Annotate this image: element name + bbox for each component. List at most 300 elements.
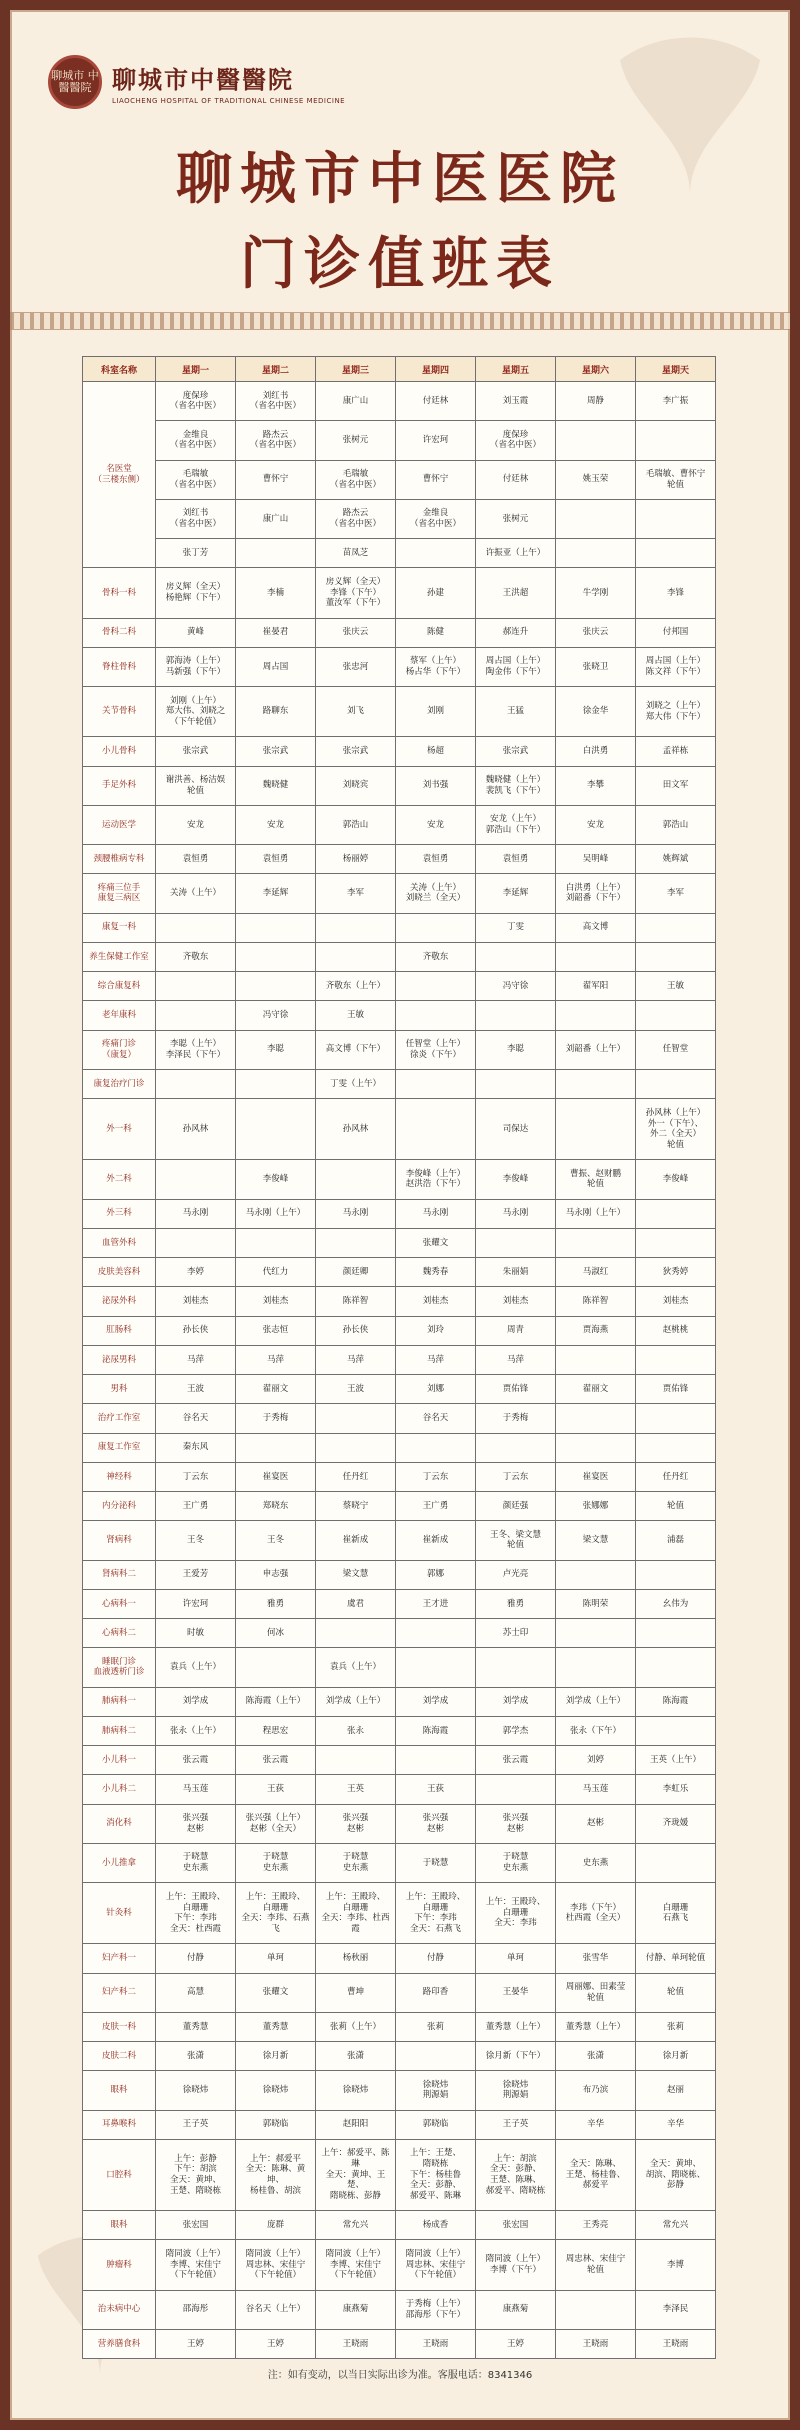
schedule-cell	[556, 421, 636, 460]
schedule-cell: 张宗武	[236, 737, 316, 766]
schedule-cell: 张树元	[316, 421, 396, 460]
schedule-cell: 蔡晓宁	[316, 1492, 396, 1521]
schedule-cell: 翟丽文	[236, 1375, 316, 1404]
schedule-cell: 苏士印	[476, 1619, 556, 1648]
schedule-cell: 上午：王殿玲、 白珊珊 全天：李玮	[476, 1883, 556, 1944]
schedule-cell: 丁雯（上午）	[316, 1069, 396, 1098]
table-row	[83, 460, 716, 499]
table-row	[83, 1804, 716, 1843]
schedule-cell: 董秀慧（上午）	[556, 2012, 636, 2041]
schedule-cell: 周占国（上午） 陶金伟（下午）	[476, 647, 556, 686]
dept-name-cell: 皮肤一科	[83, 2012, 156, 2041]
dept-name-cell: 口腔科	[83, 2139, 156, 2210]
schedule-cell: 李楠	[236, 568, 316, 618]
schedule-cell: 徐晓炜	[156, 2071, 236, 2110]
schedule-cell: 崔新成	[316, 1521, 396, 1560]
schedule-cell: 王英（上午）	[636, 1746, 716, 1775]
schedule-cell: 孙风林	[316, 1099, 396, 1160]
schedule-cell: 颜廷卿	[316, 1258, 396, 1287]
schedule-cell: 徐金华	[556, 687, 636, 737]
header-day: 星期六	[556, 357, 636, 382]
schedule-cell: 王婷	[156, 2329, 236, 2358]
schedule-cell	[396, 1433, 476, 1462]
schedule-cell: 丁雯	[476, 913, 556, 942]
schedule-cell: 房义辉（全天） 杨艳辉（下午）	[156, 568, 236, 618]
dept-name-cell: 神经科	[83, 1462, 156, 1491]
schedule-cell: 马永刚（上午）	[236, 1199, 316, 1228]
schedule-cell: 付静	[396, 1944, 476, 1973]
schedule-cell: 安龙	[156, 805, 236, 844]
header-day: 星期四	[396, 357, 476, 382]
schedule-cell: 单珂	[476, 1944, 556, 1973]
dept-name-cell: 眼科	[83, 2211, 156, 2240]
schedule-cell: 时敏	[156, 1619, 236, 1648]
dept-name-cell: 骨科一科	[83, 568, 156, 618]
schedule-cell: 赵彬	[556, 1804, 636, 1843]
schedule-cell: 黄峰	[156, 618, 236, 647]
schedule-cell	[316, 1433, 396, 1462]
schedule-cell	[636, 1345, 716, 1374]
schedule-cell: 丁云东	[476, 1462, 556, 1491]
dept-name-cell: 名医堂 （三楼东侧）	[83, 382, 156, 568]
schedule-cell	[156, 1160, 236, 1199]
schedule-cell: 谢洪善、杨洁娱 轮值	[156, 766, 236, 805]
table-row	[83, 1462, 716, 1491]
schedule-cell: 刘学成	[476, 1687, 556, 1716]
schedule-cell: 康广山	[236, 499, 316, 538]
schedule-cell: 张树元	[476, 499, 556, 538]
schedule-cell	[236, 1228, 316, 1257]
dept-name-cell: 外三科	[83, 1199, 156, 1228]
schedule-cell	[636, 1001, 716, 1030]
dept-name-cell: 骨科二科	[83, 618, 156, 647]
dept-name-cell: 脊柱骨科	[83, 647, 156, 686]
schedule-cell: 马淑红	[556, 1258, 636, 1287]
schedule-cell: 李军	[316, 874, 396, 913]
schedule-cell: 布乃滨	[556, 2071, 636, 2110]
schedule-cell	[556, 942, 636, 971]
schedule-cell: 徐晓炜	[316, 2071, 396, 2110]
schedule-cell: 于晓慧 史东燕	[316, 1843, 396, 1882]
schedule-cell: 李攀	[556, 766, 636, 805]
dept-name-cell: 治疗工作室	[83, 1404, 156, 1433]
schedule-cell: 安龙（上午） 郭浩山（下午）	[476, 805, 556, 844]
dept-name-cell: 男科	[83, 1375, 156, 1404]
schedule-cell: 路印香	[396, 1973, 476, 2012]
schedule-cell	[476, 1228, 556, 1257]
schedule-cell	[556, 1001, 636, 1030]
dept-name-cell: 泌尿男科	[83, 1345, 156, 1374]
schedule-cell: 轮值	[636, 1492, 716, 1521]
schedule-cell: 曹振、赵财鹏 轮值	[556, 1160, 636, 1199]
schedule-cell: 周丽娜、田素莹 轮值	[556, 1973, 636, 2012]
schedule-cell: 张宏国	[156, 2211, 236, 2240]
schedule-cell: 张志恒	[236, 1316, 316, 1345]
schedule-cell: 郭晓临	[396, 2110, 476, 2139]
schedule-cell	[156, 913, 236, 942]
dept-name-cell: 老年康科	[83, 1001, 156, 1030]
decorative-band	[10, 312, 790, 330]
schedule-cell: 代红力	[236, 1258, 316, 1287]
schedule-cell: 幺伟为	[636, 1589, 716, 1618]
table-row	[83, 1944, 716, 1973]
schedule-cell: 付廷林	[396, 382, 476, 421]
schedule-cell	[316, 1160, 396, 1199]
dept-name-cell: 肿瘤科	[83, 2240, 156, 2290]
schedule-cell: 史东燕	[556, 1843, 636, 1882]
schedule-cell: 郭海涛（上午） 马新强（下午）	[156, 647, 236, 686]
schedule-cell	[396, 539, 476, 568]
schedule-cell	[556, 1069, 636, 1098]
schedule-cell: 周静	[556, 382, 636, 421]
schedule-cell	[636, 421, 716, 460]
schedule-cell: 李虹乐	[636, 1775, 716, 1804]
dept-name-cell: 营养膳食科	[83, 2329, 156, 2358]
table-row	[83, 1099, 716, 1160]
schedule-cell: 杨丽婷	[316, 845, 396, 874]
schedule-cell: 谷名天	[396, 1404, 476, 1433]
dept-name-cell: 康复工作室	[83, 1433, 156, 1462]
schedule-cell: 张云霞	[156, 1746, 236, 1775]
table-row	[83, 1521, 716, 1560]
schedule-cell: 毛瑞敏 （省名中医）	[156, 460, 236, 499]
table-row	[83, 1345, 716, 1374]
schedule-cell	[396, 1619, 476, 1648]
schedule-cell: 马萍	[476, 1345, 556, 1374]
schedule-cell: 贾海燕	[556, 1316, 636, 1345]
schedule-cell: 付静	[156, 1944, 236, 1973]
schedule-cell	[636, 1404, 716, 1433]
logo-english-name: LIAOCHENG HOSPITAL OF TRADITIONAL CHINESE MEDICINE	[112, 96, 346, 105]
schedule-cell: 梁文慧	[556, 1521, 636, 1560]
schedule-cell: 徐晓炜 荆源娟	[396, 2071, 476, 2110]
table-row	[83, 1404, 716, 1433]
schedule-cell: 马永刚	[316, 1199, 396, 1228]
schedule-cell: 李聪（上午） 李泽民（下午）	[156, 1030, 236, 1069]
schedule-cell	[396, 1001, 476, 1030]
schedule-cell: 周青	[476, 1316, 556, 1345]
schedule-cell: 许振亚（上午）	[476, 539, 556, 568]
schedule-cell: 徐晓炜 荆源娟	[476, 2071, 556, 2110]
dept-name-cell: 肾病科二	[83, 1560, 156, 1589]
table-row	[83, 2290, 716, 2329]
schedule-cell: 谷名天	[156, 1404, 236, 1433]
schedule-cell: 徐月新（下午）	[476, 2042, 556, 2071]
header-day: 星期二	[236, 357, 316, 382]
schedule-cell	[636, 1560, 716, 1589]
schedule-cell: 陈健	[396, 618, 476, 647]
schedule-cell	[316, 1228, 396, 1257]
schedule-cell: 康燕菊	[476, 2290, 556, 2329]
schedule-cell: 李锋	[636, 568, 716, 618]
schedule-cell: 刘学成	[156, 1687, 236, 1716]
schedule-cell: 刘晓之（上午） 郑大伟（下午）	[636, 687, 716, 737]
schedule-cell	[156, 1069, 236, 1098]
schedule-cell: 郑晓东	[236, 1492, 316, 1521]
schedule-cell: 辛华	[556, 2110, 636, 2139]
dept-name-cell: 心病科二	[83, 1619, 156, 1648]
schedule-cell: 徐月新	[636, 2042, 716, 2071]
schedule-cell	[556, 539, 636, 568]
schedule-cell: 苗凤芝	[316, 539, 396, 568]
dept-name-cell: 皮肤美容科	[83, 1258, 156, 1287]
schedule-cell: 马玉莲	[556, 1775, 636, 1804]
schedule-cell: 邵海彤	[156, 2290, 236, 2329]
table-row	[83, 1316, 716, 1345]
schedule-cell	[476, 1069, 556, 1098]
schedule-cell	[476, 1648, 556, 1687]
schedule-cell: 关涛（上午）	[156, 874, 236, 913]
schedule-cell: 雅勇	[236, 1589, 316, 1618]
schedule-cell: 李延辉	[476, 874, 556, 913]
table-row	[83, 647, 716, 686]
schedule-cell: 关涛（上午） 刘晓兰（全天）	[396, 874, 476, 913]
schedule-cell: 梁文慧	[316, 1560, 396, 1589]
schedule-cell: 张耀文	[236, 1973, 316, 2012]
dept-name-cell: 睡眠门诊 血液透析门诊	[83, 1648, 156, 1687]
schedule-cell: 张莉	[636, 2012, 716, 2041]
schedule-cell: 刘玲	[396, 1316, 476, 1345]
schedule-cell	[316, 1619, 396, 1648]
dept-name-cell: 康复治疗门诊	[83, 1069, 156, 1098]
schedule-cell	[236, 539, 316, 568]
dept-name-cell: 小儿骨科	[83, 737, 156, 766]
schedule-cell: 上午：彭静 下午：胡滨 全天：黄坤、 王楚、隋晓栋	[156, 2139, 236, 2210]
schedule-cell: 姚辉斌	[636, 845, 716, 874]
schedule-cell: 冯守徐	[476, 972, 556, 1001]
table-row	[83, 845, 716, 874]
schedule-cell	[476, 1775, 556, 1804]
schedule-cell: 陈明荣	[556, 1589, 636, 1618]
schedule-cell: 颜廷强	[476, 1492, 556, 1521]
schedule-cell: 上午：郝爱平 全天：陈琳、黄坤、 杨桂鲁、胡滨	[236, 2139, 316, 2210]
schedule-cell: 王爱芳	[156, 1560, 236, 1589]
schedule-cell: 张兴强 赵彬	[476, 1804, 556, 1843]
schedule-cell: 郭晓临	[236, 2110, 316, 2139]
schedule-cell: 庞群	[236, 2211, 316, 2240]
schedule-cell: 冯守徐	[236, 1001, 316, 1030]
schedule-cell	[556, 499, 636, 538]
dept-name-cell: 妇产科一	[83, 1944, 156, 1973]
schedule-cell	[156, 1228, 236, 1257]
schedule-cell: 于晓慧 史东燕	[156, 1843, 236, 1882]
table-row	[83, 1375, 716, 1404]
schedule-cell: 赵桃桃	[636, 1316, 716, 1345]
schedule-cell: 马萍	[156, 1345, 236, 1374]
schedule-cell: 付廷林	[476, 460, 556, 499]
schedule-cell: 马萍	[316, 1345, 396, 1374]
schedule-cell: 王秀亮	[556, 2211, 636, 2240]
schedule-cell: 隋同波（上午） 李博、宋佳宁 （下午轮值）	[316, 2240, 396, 2290]
schedule-cell: 刘飞	[316, 687, 396, 737]
schedule-cell: 张庆云	[316, 618, 396, 647]
table-row	[83, 972, 716, 1001]
schedule-cell	[476, 1433, 556, 1462]
schedule-cell: 刘刚（上午） 郑大伟、刘晓之 （下午轮值）	[156, 687, 236, 737]
schedule-cell: 袁恒勇	[156, 845, 236, 874]
schedule-cell: 马萍	[236, 1345, 316, 1374]
schedule-cell: 崔新成	[396, 1521, 476, 1560]
schedule-cell: 王广勇	[156, 1492, 236, 1521]
schedule-cell: 崔宴医	[556, 1462, 636, 1491]
schedule-cell: 康燕菊	[316, 2290, 396, 2329]
schedule-cell: 任智堂	[636, 1030, 716, 1069]
dept-name-cell: 小儿推拿	[83, 1843, 156, 1882]
header-day: 星期三	[316, 357, 396, 382]
dept-name-cell: 肺病科一	[83, 1687, 156, 1716]
schedule-cell: 许宏珂	[396, 421, 476, 460]
dept-name-cell: 外一科	[83, 1099, 156, 1160]
schedule-cell: 单珂	[236, 1944, 316, 1973]
schedule-cell	[236, 972, 316, 1001]
schedule-cell: 张潇	[316, 2042, 396, 2071]
table-row	[83, 874, 716, 913]
schedule-cell: 袁恒勇	[476, 845, 556, 874]
schedule-cell: 刘桂杰	[636, 1287, 716, 1316]
schedule-cell: 于秀梅	[476, 1404, 556, 1433]
table-row	[83, 1589, 716, 1618]
dept-name-cell: 颈腰椎病专科	[83, 845, 156, 874]
schedule-cell: 杨超	[396, 737, 476, 766]
schedule-cell: 隋同波（上午） 周忠林、宋佳宁 （下午轮值）	[396, 2240, 476, 2290]
schedule-cell: 刘桂杰	[156, 1287, 236, 1316]
schedule-cell: 王子英	[156, 2110, 236, 2139]
schedule-cell	[636, 1619, 716, 1648]
table-row	[83, 539, 716, 568]
schedule-cell: 浦磊	[636, 1521, 716, 1560]
schedule-cell: 袁恒勇	[396, 845, 476, 874]
schedule-cell: 张宗武	[316, 737, 396, 766]
schedule-cell	[556, 1619, 636, 1648]
schedule-cell: 虞君	[316, 1589, 396, 1618]
schedule-cell: 度保珍 （省名中医）	[476, 421, 556, 460]
schedule-cell	[396, 1746, 476, 1775]
schedule-cell: 李博	[636, 2240, 716, 2290]
table-header-row	[83, 357, 716, 382]
schedule-cell: 白洪勇	[556, 737, 636, 766]
schedule-cell	[396, 2042, 476, 2071]
table-row	[83, 766, 716, 805]
schedule-cell: 郭学杰	[476, 1716, 556, 1745]
dept-name-cell: 心病科一	[83, 1589, 156, 1618]
schedule-cell	[556, 2290, 636, 2329]
schedule-cell: 刘学成	[396, 1687, 476, 1716]
dept-name-cell: 疼痛门诊 （康复）	[83, 1030, 156, 1069]
dept-name-cell: 综合康复科	[83, 972, 156, 1001]
schedule-cell: 王晓雨	[636, 2329, 716, 2358]
schedule-cell: 郭娜	[396, 1560, 476, 1589]
schedule-cell: 任丹红	[636, 1462, 716, 1491]
schedule-cell: 高文博	[556, 913, 636, 942]
page-title-line1: 聊城市中医医院	[176, 146, 624, 212]
schedule-cell: 上午：王殿玲、 白珊珊 全天：李玮、杜西霞	[316, 1883, 396, 1944]
schedule-cell: 张宏国	[476, 2211, 556, 2240]
schedule-cell: 申志强	[236, 1560, 316, 1589]
schedule-cell: 路聊东	[236, 687, 316, 737]
schedule-cell: 王波	[156, 1375, 236, 1404]
table-row	[83, 1843, 716, 1882]
schedule-cell: 李聪	[476, 1030, 556, 1069]
schedule-cell	[236, 1069, 316, 1098]
schedule-cell: 袁兵（上午）	[156, 1648, 236, 1687]
schedule-cell	[636, 1228, 716, 1257]
schedule-cell	[636, 499, 716, 538]
schedule-cell: 狄秀婷	[636, 1258, 716, 1287]
schedule-cell: 张永（下午）	[556, 1716, 636, 1745]
schedule-cell: 高慧	[156, 1973, 236, 2012]
table-row	[83, 382, 716, 421]
schedule-cell: 全天：陈琳、 王楚、杨桂鲁、 郝爱平	[556, 2139, 636, 2210]
schedule-cell: 徐晓炜	[236, 2071, 316, 2110]
schedule-cell: 周占国（上午） 陈文祥（下午）	[636, 647, 716, 686]
schedule-cell: 刘晓宾	[316, 766, 396, 805]
schedule-cell: 董秀慧	[156, 2012, 236, 2041]
schedule-cell: 度保珍 （省名中医）	[156, 382, 236, 421]
table-row	[83, 1258, 716, 1287]
schedule-cell: 张永（上午）	[156, 1716, 236, 1745]
schedule-cell	[636, 1843, 716, 1882]
dept-name-cell: 妇产科二	[83, 1973, 156, 2012]
dept-name-cell: 手足外科	[83, 766, 156, 805]
schedule-cell: 刘书强	[396, 766, 476, 805]
schedule-cell	[636, 1199, 716, 1228]
schedule-cell: 张耀文	[396, 1228, 476, 1257]
schedule-cell: 王英	[316, 1775, 396, 1804]
table-row	[83, 2211, 716, 2240]
schedule-cell	[396, 1099, 476, 1160]
schedule-cell: 刘学成（上午）	[556, 1687, 636, 1716]
schedule-cell	[636, 1716, 716, 1745]
schedule-cell: 刘红书 （省名中医）	[236, 382, 316, 421]
table-row	[83, 1716, 716, 1745]
schedule-cell: 上午：郝爱平、陈琳 全天：黄坤、王楚、 隋晓栋、彭静	[316, 2139, 396, 2210]
schedule-cell: 孙风林	[156, 1099, 236, 1160]
table-row	[83, 1433, 716, 1462]
schedule-cell: 郭浩山	[316, 805, 396, 844]
schedule-cell: 张宗武	[156, 737, 236, 766]
table-row	[83, 1648, 716, 1687]
schedule-cell: 司保达	[476, 1099, 556, 1160]
schedule-cell: 上午：王殿玲、 白珊珊 全天：李玮、石燕飞	[236, 1883, 316, 1944]
schedule-cell: 王洪超	[476, 568, 556, 618]
schedule-cell	[316, 1404, 396, 1433]
table-row	[83, 421, 716, 460]
schedule-cell: 安龙	[236, 805, 316, 844]
schedule-cell: 陈海霞	[636, 1687, 716, 1716]
schedule-cell	[396, 1069, 476, 1098]
schedule-cell: 李玮（下午） 杜西霞（全天）	[556, 1883, 636, 1944]
schedule-cell: 张兴强 赵彬	[316, 1804, 396, 1843]
schedule-cell	[396, 972, 476, 1001]
schedule-cell: 隋同波（上午） 周忠林、宋佳宁 （下午轮值）	[236, 2240, 316, 2290]
schedule-cell: 张云霞	[236, 1746, 316, 1775]
schedule-cell	[556, 1099, 636, 1160]
schedule-cell: 牛学刚	[556, 568, 636, 618]
schedule-cell: 王晏华	[476, 1973, 556, 2012]
schedule-cell	[556, 1345, 636, 1374]
schedule-cell: 李婷	[156, 1258, 236, 1287]
schedule-cell: 张云霞	[476, 1746, 556, 1775]
schedule-cell: 常允兴	[316, 2211, 396, 2240]
schedule-cell: 马玉莲	[156, 1775, 236, 1804]
schedule-cell	[236, 1648, 316, 1687]
schedule-cell: 路杰云 （省名中医）	[316, 499, 396, 538]
schedule-cell: 上午：胡滨 全天：彭静、 王楚、陈琳、 郝爱平、隋晓栋	[476, 2139, 556, 2210]
table-row	[83, 1746, 716, 1775]
header-day: 星期天	[636, 357, 716, 382]
schedule-cell: 张雪华	[556, 1944, 636, 1973]
schedule-cell: 刘桂杰	[236, 1287, 316, 1316]
